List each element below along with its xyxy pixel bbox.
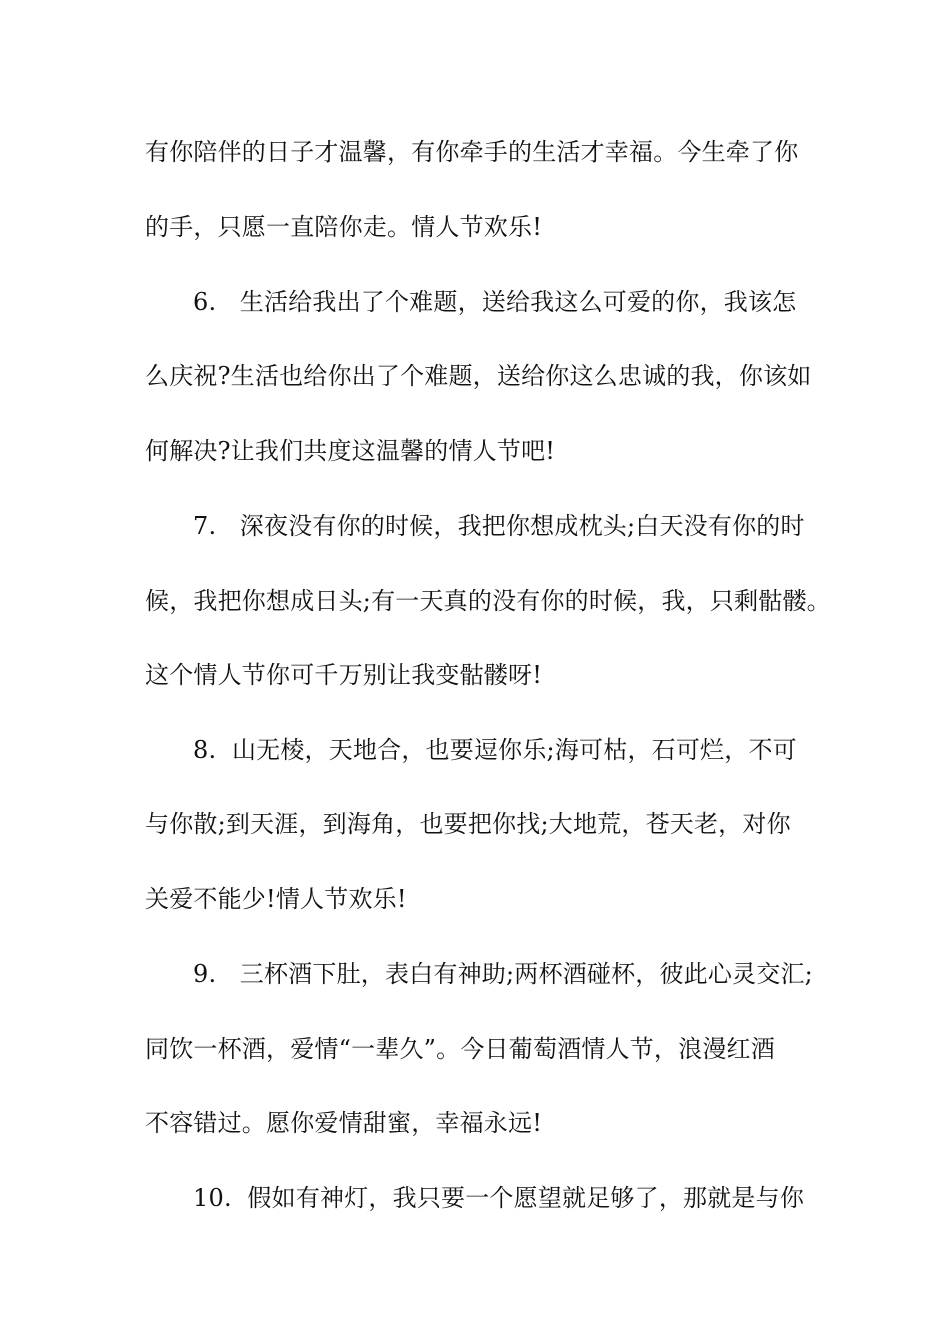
text-line: 候，我把你想成日头;有一天真的没有你的时候，我，只剩骷髅。 bbox=[145, 587, 831, 615]
list-item-10-line: 10. 假如有神灯，我只要一个愿望就足够了，那就是与你 bbox=[193, 1184, 805, 1212]
text-line: 关爱不能少!情人节欢乐! bbox=[145, 885, 407, 913]
list-item-6-line: 6. 生活给我出了个难题，送给我这么可爱的你，我该怎 bbox=[193, 288, 797, 316]
text-line: 与你散;到天涯，到海角，也要把你找;大地荒，苍天老，对你 bbox=[145, 810, 791, 838]
list-item-9-line: 9. 三杯酒下肚，表白有神助;两杯酒碰杯，彼此心灵交汇; bbox=[193, 960, 813, 988]
text-line: 有你陪伴的日子才温馨，有你牵手的生活才幸福。今生牵了你 bbox=[145, 138, 799, 166]
text-line: 何解决?让我们共度这温馨的情人节吧! bbox=[145, 437, 556, 465]
text-line: 的手，只愿一直陪你走。情人节欢乐! bbox=[145, 213, 543, 241]
list-item-7-line: 7. 深夜没有你的时候，我把你想成枕头;白天没有你的时 bbox=[193, 512, 805, 540]
text-line: 这个情人节你可千万别让我变骷髅呀! bbox=[145, 661, 543, 689]
text-line: 同饮一杯酒，爱情“一辈久”。今日葡萄酒情人节，浪漫红酒 bbox=[145, 1035, 775, 1063]
text-line: 不容错过。愿你爱情甜蜜，幸福永远! bbox=[145, 1109, 543, 1137]
text-line: 么庆祝?生活也给你出了个难题，送给你这么忠诚的我，你该如 bbox=[145, 362, 812, 390]
list-item-8-line: 8. 山无棱，天地合，也要逗你乐;海可枯，石可烂，不可 bbox=[193, 736, 797, 764]
